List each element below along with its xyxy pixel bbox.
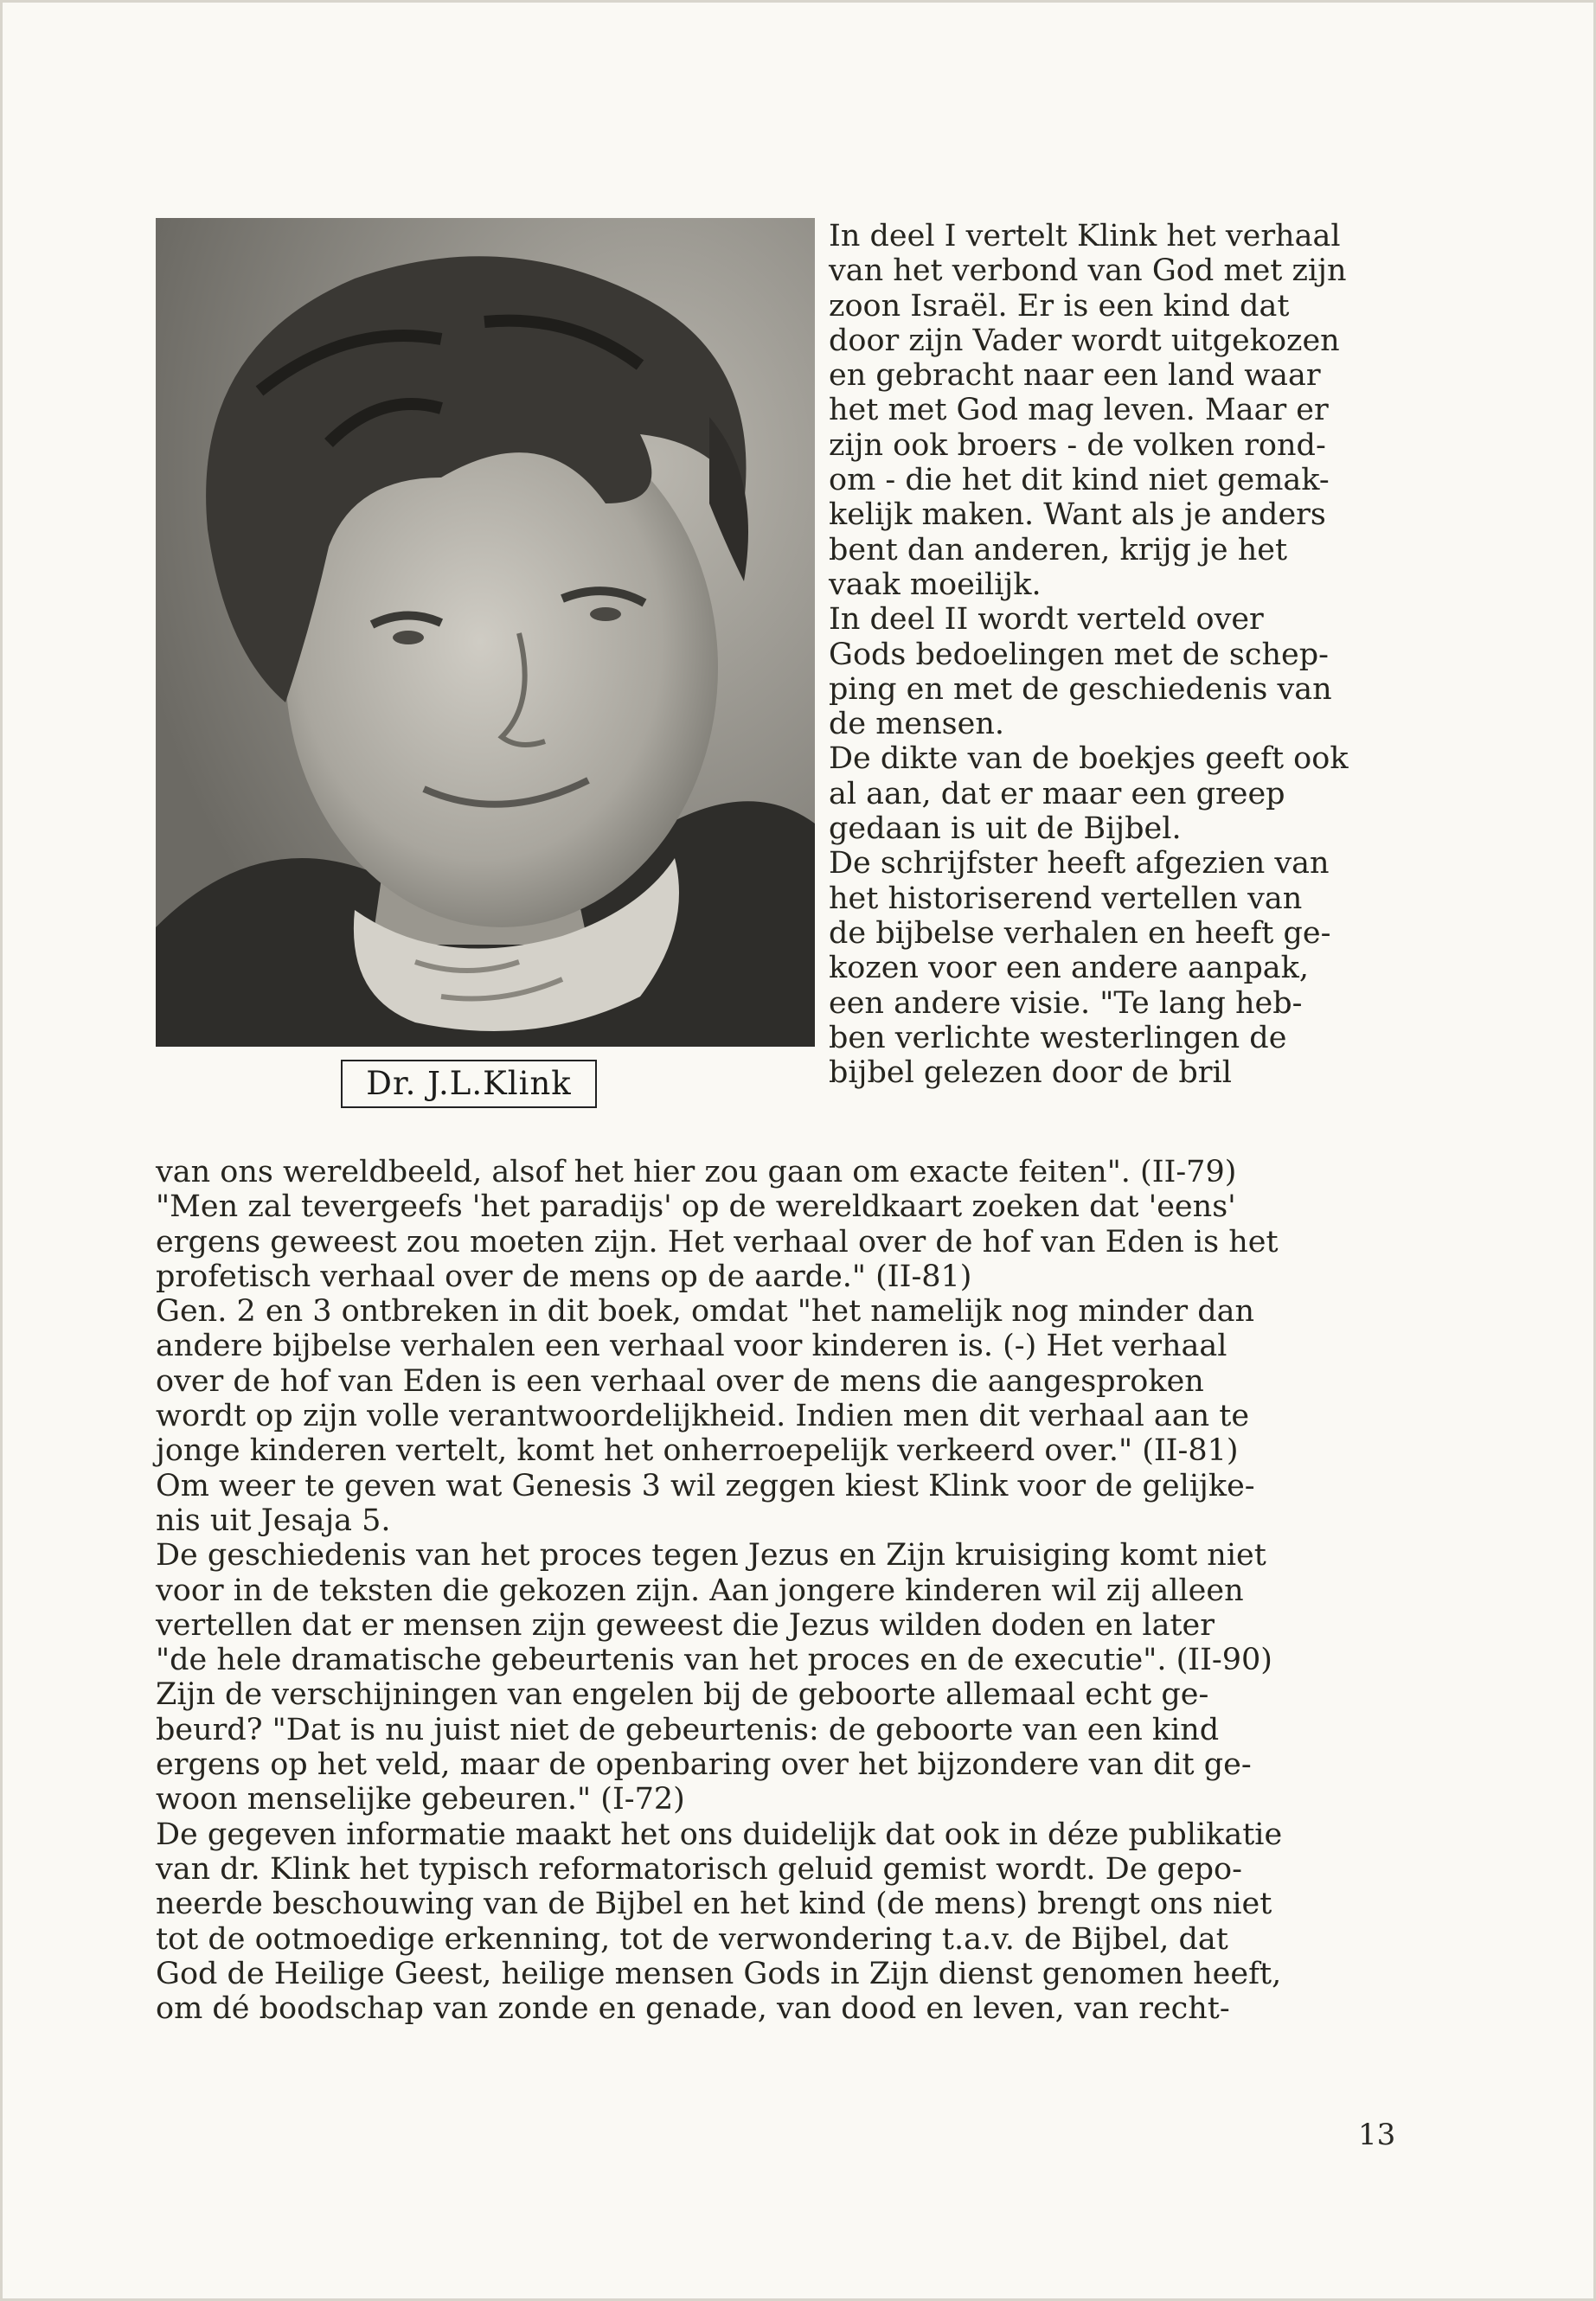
- text-line: om dé boodschap van zonde en genade, van dood en leven, van recht-: [156, 1991, 1230, 2027]
- text-line: Gods bedoelingen met de schep-: [829, 637, 1329, 672]
- text-line: nis uit Jesaja 5.: [156, 1503, 391, 1538]
- text-line: zijn ook broers - de volken rond-: [829, 427, 1326, 463]
- text-line: vertellen dat er mensen zijn geweest die Jezus wilden doden en later: [156, 1607, 1215, 1643]
- text-line: al aan, dat er maar een greep: [829, 776, 1285, 811]
- text-line: een andere visie. "Te lang heb-: [829, 985, 1303, 1021]
- photo-caption: Dr. J.L.Klink: [341, 1060, 597, 1108]
- text-line: de bijbelse verhalen en heeft ge-: [829, 915, 1331, 951]
- text-line: Om weer te geven wat Genesis 3 wil zeggen kiest Klink voor de gelijke-: [156, 1468, 1255, 1503]
- text-line: woon menselijke gebeuren." (I-72): [156, 1782, 685, 1817]
- text-line: tot de ootmoedige erkenning, tot de verwondering t.a.v. de Bijbel, dat: [156, 1921, 1228, 1957]
- side-column-text: [829, 219, 1434, 1090]
- text-line: kozen voor een andere aanpak,: [829, 951, 1309, 986]
- text-line: beurd? "Dat is nu juist niet de gebeurtenis: de geboorte van een kind: [156, 1712, 1220, 1747]
- text-line: "de hele dramatische gebeurtenis van het proces en de executie". (II-90): [156, 1643, 1272, 1678]
- text-line: bijbel gelezen door de bril: [829, 1055, 1232, 1091]
- text-line: andere bijbelse verhalen een verhaal voor kinderen is. (-) Het verhaal: [156, 1329, 1227, 1364]
- text-line: van ons wereldbeeld, alsof het hier zou gaan om exacte feiten". (II-79): [156, 1155, 1237, 1189]
- text-line: De geschiedenis van het proces tegen Jezus en Zijn kruisiging komt niet: [156, 1538, 1266, 1574]
- text-line: De gegeven informatie maakt het ons duidelijk dat ook in déze publikatie: [156, 1817, 1283, 1852]
- text-line: De schrijfster heeft afgezien van: [829, 846, 1330, 881]
- text-line: wordt op zijn volle verantwoordelijkheid. Indien men dit verhaal aan te: [156, 1399, 1250, 1434]
- full-width-text: [156, 1155, 1393, 2026]
- text-line: om - die het dit kind niet gemak-: [829, 463, 1330, 498]
- text-line: kelijk maken. Want als je anders: [829, 497, 1326, 533]
- text-line: God de Heilige Geest, heilige mensen Gods in Zijn dienst genomen heeft,: [156, 1956, 1282, 1991]
- text-line: Zijn de verschijningen van engelen bij de geboorte allemaal echt ge-: [156, 1677, 1209, 1713]
- text-line: jonge kinderen vertelt, komt het onherroepelijk verkeerd over." (II-81): [156, 1433, 1239, 1469]
- text-line: In deel I vertelt Klink het verhaal: [829, 219, 1341, 253]
- text-line: In deel II wordt verteld over: [829, 602, 1264, 638]
- text-line: De dikte van de boekjes geeft ook: [829, 741, 1349, 777]
- text-line: ergens geweest zou moeten zijn. Het verhaal over de hof van Eden is het: [156, 1224, 1279, 1259]
- text-line: de mensen.: [829, 707, 1005, 742]
- text-line: ergens op het veld, maar de openbaring over het bijzondere van dit ge-: [156, 1747, 1252, 1783]
- text-line: gedaan is uit de Bijbel.: [829, 811, 1182, 847]
- text-line: het met God mag leven. Maar er: [829, 393, 1329, 428]
- text-line: bent dan anderen, krijg je het: [829, 532, 1288, 567]
- text-line: vaak moeilijk.: [829, 567, 1042, 602]
- text-line: over de hof van Eden is een verhaal over de mens die aangesproken: [156, 1363, 1204, 1399]
- text-line: van het verbond van God met zijn: [829, 253, 1347, 289]
- text-line: door zijn Vader wordt uitgekozen: [829, 323, 1340, 358]
- page-number: 13: [1358, 2118, 1396, 2152]
- text-line: "Men zal tevergeefs 'het paradijs' op de wereldkaart zoeken dat 'eens': [156, 1189, 1236, 1225]
- text-line: het historiserend vertellen van: [829, 881, 1303, 916]
- author-portrait-photo: [156, 218, 815, 1047]
- text-line: van dr. Klink het typisch reformatorisch geluid gemist wordt. De gepo-: [156, 1851, 1242, 1887]
- text-line: en gebracht naar een land waar: [829, 358, 1321, 394]
- text-line: ping en met de geschiedenis van: [829, 671, 1332, 707]
- text-line: zoon Israël. Er is een kind dat: [829, 288, 1290, 324]
- text-line: profetisch verhaal over de mens op de aarde." (II-81): [156, 1259, 972, 1294]
- portrait-illustration: [156, 218, 815, 1047]
- text-line: Gen. 2 en 3 ontbreken in dit boek, omdat "het namelijk nog minder dan: [156, 1294, 1255, 1330]
- text-line: voor in de teksten die gekozen zijn. Aan jongere kinderen wil zij alleen: [156, 1573, 1244, 1608]
- text-line: ben verlichte westerlingen de: [829, 1020, 1287, 1055]
- text-line: neerde beschouwing van de Bijbel en het kind (de mens) brengt ons niet: [156, 1887, 1272, 1922]
